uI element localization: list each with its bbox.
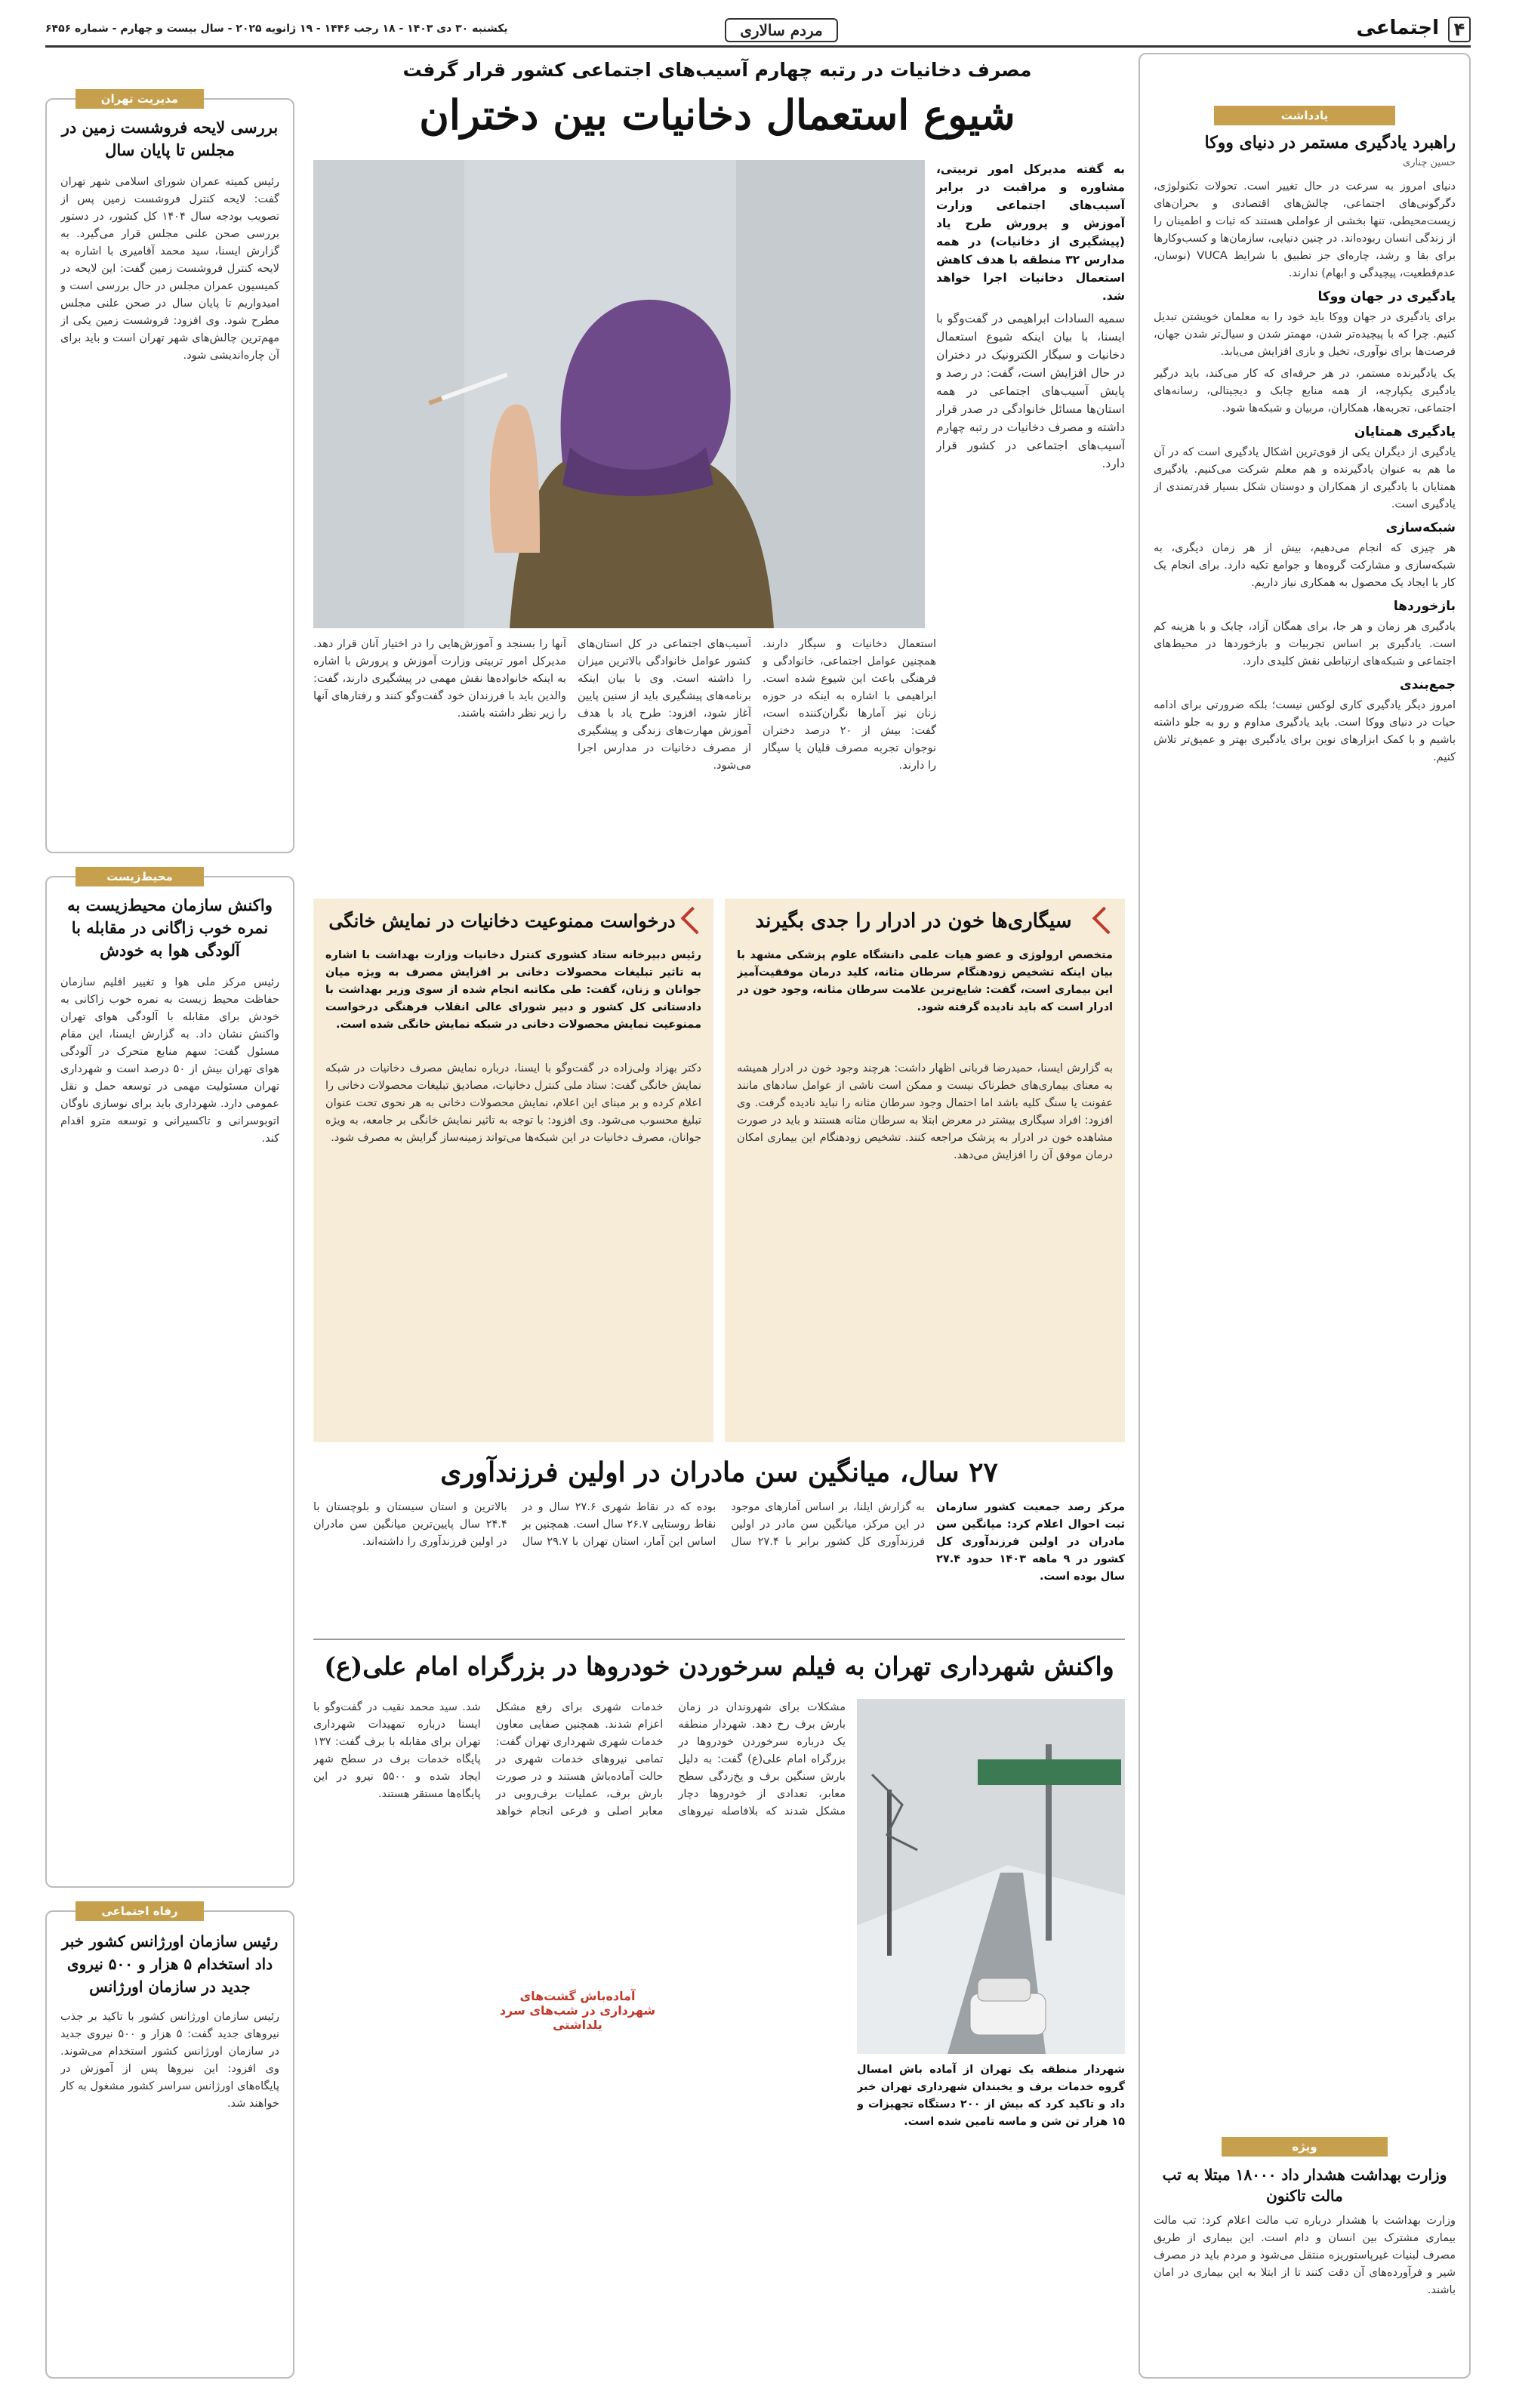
land-subsidence-title: بررسی لایحه فروشست زمین در مجلس تا پایان سال <box>61 118 279 159</box>
woman-smoking-illustration <box>313 160 925 628</box>
note-subheading: جمع‌بندی <box>1400 677 1456 692</box>
land-subsidence-body: رئیس کمیته عمران شورای اسلامی شهر تهران گفت: لایحه کنترل فروشست زمین پس از تصویب بودجه سال ۱۴۰۴ کل کشور، در دستور بررسی صحن علنی مجلس قرار می‌گیرد. به گزارش ایسنا، سید محمد آقامیری با اشاره به لایحه کنترل فروشست زمین گفت: این لایحه در کمیسیون عمران مجلس در حال بررسی است و امیدواریم تا پایان سال در صحن علنی مجلس مطرح شود. وی افزود: فروشست زمین یکی از مهم‌ترین چالش‌های شهر تهران است و باید برای آن چاره‌اندیشی شود. <box>60 176 279 362</box>
tehran-skid-extra <box>857 2160 1125 2363</box>
main-lead-bold: به گفته مدیرکل امور تربیتی، مشاوره و مراقبت در برابر آسیب‌های اجتماعی وزارت آموزش و پرورش طرح یاد (پیشگیری از دخانیات) در همه مدارس ۳۲ منطقه با هدف کاهش استعمال دخانیات اجرا خواهد شد. <box>936 162 1125 303</box>
malta-fever-box <box>1146 2137 1463 2371</box>
malta-fever-title: وزارت بهداشت هشدار داد ۱۸۰۰۰ مبتلا به تب مالت تاکنون <box>1162 2166 1447 2205</box>
environment-tag: محیط‌زیست <box>75 867 204 886</box>
mothers-age-body: به گزارش ایلنا، بر اساس آمارهای موجود در این مرکز، میانگین سن مادر در اولین فرزندآوری کل کشور برابر با ۲۷.۴ سال بوده که در نقاط شهری ۲۷.۶ سال و در نقاط روستایی ۲۶.۷ سال است. همچنین بر اساس این آمار، استان تهران با ۲۹.۷ سال بالاترین و استان سیستان و بلوچستان با ۲۴.۴ سال پایین‌ترین میانگین سن مادران در اولین فرزندآوری را داشته‌اند. <box>313 1501 925 1548</box>
home-video-ban-box <box>313 899 713 1442</box>
home-video-ban-body: دکتر بهزاد ولی‌زاده در گفت‌وگو با ایسنا، درباره نمایش مصرف دخانیات در شبکه نمایش خانگی گفت: ستاد ملی کنترل دخانیات، مصادیق تبلیغات محصولات دخانی را اعلام کرده و بر مبنای این اعلام، نمایش محصولات دخانی به هر نحوی تحت عنوان تبلیغ محسوب می‌شود. وی افزود: با توجه به تاثیر نمایش خانگی بر جامعه، به ویژه جوانان، مصرف دخانیات در این شبکه‌ها می‌تواند زمینه‌ساز گرایش به مصرف شود. <box>325 1062 701 1144</box>
tehran-skid-subhead: آماده‌باش گشت‌های شهرداری در شب‌های سرد یلداشتی <box>495 1986 661 2035</box>
main-col-d: آنها را بسنجد و آموزش‌هایی را در اختیار آنان قرار دهد. مدیرکل امور تربیتی وزارت آموزش و پرورش با اشاره به اینکه خانواده‌ها نقش مهمی در پیشگیری دارند، گفت: والدین باید با فرزندان خود گفت‌وگو کنند و رفتارهای آنها را زیر نظر داشته باشند. <box>313 638 566 720</box>
main-col-e <box>944 636 1125 885</box>
tehran-tag: مدیریت تهران <box>75 89 204 109</box>
malta-fever-body: وزارت بهداشت با هشدار درباره تب مالت اعلام کرد: تب مالت بیماری مشترک بین انسان و دام است. این بیماری از طریق مصرف لبنیات غیرپاستوریزه منتقل می‌شود و مردم باید در مصرف شیر و فرآورده‌های آن دقت کنند تا از ابتلا به این بیماری در امان باشند. <box>1154 2215 1456 2296</box>
environment-body: رئیس مرکز ملی هوا و تغییر اقلیم سازمان حفاظت محیط زیست به نمره خوب زاکانی به خودش برای مقابله با آلودگی هوای تهران واکنش نشان داد. به گزارش ایسنا، این مقام مسئول گفت: سهم منابع متحرک در آلودگی هوای تهران بیش از ۵۰ درصد است و شهرداری تهران مسئولیت مهمی در توسعه حمل و نقل عمومی دارد. شهرداری باید برای نوسازی ناوگان اتوبوسرانی و تاکسیرانی و توسعه مترو اقدام کند. <box>60 976 279 1145</box>
note-paragraph: امروز دیگر یادگیری کاری لوکس نیست؛ بلکه ضرورتی برای ادامه حیات در دنیای ووکا است. باید یادگیری مداوم و رو به جلو داشته باشیم و با کمک ابزارهای نوین برای یادگیری بهتر و عمیق‌تر تلاش کنیم. <box>1154 699 1456 763</box>
note-tag: یادداشت <box>1214 106 1395 125</box>
newspaper-logo: مردم سالاری <box>725 18 838 42</box>
page-number-box: ۴ <box>1448 17 1471 42</box>
cigarette-urine-lead: متخصص ارولوژی و عضو هیات علمی دانشگاه علوم پزشکی مشهد با بیان اینکه تشخیص زودهنگام سرطان مثانه، کلید درمان موفقیت‌آمیز این بیماری است، گفت: شایع‌ترین علامت سرطان مثانه، وجود خون در ادرار است که باید نادیده گرفته شود. <box>737 949 1113 1013</box>
note-author: حسین چناری <box>1403 157 1456 168</box>
main-photo <box>313 160 925 628</box>
emergency-title: رئیس سازمان اورژانس کشور خبر داد استخدام ۵ هزار و ۵۰۰ نیروی جدید در سازمان اورژانس <box>61 1932 279 1996</box>
welfare-tag: رفاه اجتماعی <box>75 1901 204 1921</box>
tehran-skid-lead: شهردار منطقه یک تهران از آماده باش امسال گروه خدمات برف و یخبندان شهرداری تهران خبر داد و تاکید کرد که بیش از ۲۰۰ دستگاه تجهیزات و ۱۵ هزار تن شن و ماسه تامین شده است. <box>857 2064 1125 2128</box>
divider <box>313 1639 1125 1640</box>
note-subheading: یادگیری همتایان <box>1354 424 1456 439</box>
mothers-age-headline: ۲۷ سال، میانگین سن مادران در اولین فرزندآوری <box>440 1457 998 1488</box>
main-paragraph: سمیه السادات ابراهیمی در گفت‌وگو با ایسنا، با بیان اینکه شیوع استعمال دخانیات و سیگار الکترونیک در دختران در حال افزایش است، گفت: در رصد و پایش آسیب‌های اجتماعی در همه استان‌ها مسائل خانوادگی در صدر قرار داشته و مصرف دخانیات در رتبه چهارم آسیب‌های اجتماعی در کشور قرار دارد. <box>936 312 1125 470</box>
snowy-highway-photo <box>857 1699 1125 2054</box>
special-tag: ویژه <box>1222 2137 1388 2157</box>
masthead <box>45 15 1471 45</box>
chevron-decoration-icon <box>681 907 709 935</box>
tehran-skid-body: مشکلات برای شهروندان در زمان بارش برف رخ دهد. شهردار منطقه یک درباره سرخوردن خودروها در بزرگراه امام علی(ع) گفت: به دلیل بارش سنگین برف و یخ‌زدگی سطح معابر، تعدادی از خودروها دچار مشکل شدند که بلافاصله نیروهای خدمات شهری برای رفع مشکل اعزام شدند. همچنین صفایی معاون خدمات شهری شهرداری تهران گفت: تمامی نیروهای خدمات شهری در حالت آماده‌باش هستند و در صورت بارش برف، عملیات برف‌روبی در معابر اصلی و فرعی انجام خواهد شد. سید محمد نقیب در گفت‌وگو با ایسنا درباره تمهیدات شهرداری تهران برای مقابله با برف گفت: ۱۳۷ پایگاه خدمات برف در سطح شهر ایجاد شده و ۵۵۰۰ نیرو در این پایگاه‌ها مستقر هستند. <box>313 1701 846 1818</box>
note-paragraph: دنیای امروز به سرعت در حال تغییر است. تحولات تکنولوژی، دگرگونی‌های اجتماعی، چالش‌های اقتصادی و بحران‌های زیست‌محیطی، تنها بخشی از عواملی هستند که ثبات و اطمینان را از زندگی انسان ربوده‌اند. در چنین دنیایی، سازمان‌ها و کسب‌وکارها برای بقا و رشد، چاره‌ای جز تطبیق با شرایط VUCA (نوسان، عدم‌قطعیت، پیچیدگی و ابهام) ندارند. <box>1154 180 1456 279</box>
note-subheading: شبکه‌سازی <box>1385 520 1456 535</box>
main-lead <box>936 160 1125 628</box>
section-name: اجتماعی <box>1356 17 1439 39</box>
main-kicker: مصرف دخانیات در رتبه چهارم آسیب‌های اجتماعی کشور قرار گرفت <box>402 59 1032 81</box>
note-paragraph: برای یادگیری در جهان ووکا باید خود را به معلمان خویشتن تبدیل کنیم. چرا که با پیچیده‌تر شدن، مهمتر شدن و سیال‌تر شدن جهان، فرصت‌ها برای نوآوری، تخیل و بازی افزایش می‌یابد. <box>1154 311 1456 358</box>
emergency-body: رئیس سازمان اورژانس کشور با تاکید بر جذب نیروهای جدید گفت: ۵ هزار و ۵۰۰ نیروی جدید در سازمان اورژانس کشور استخدام می‌شوند. وی افزود: این نیروها پس از آموزش در پایگاه‌های اورژانس سراسر کشور مشغول به کار خواهند شد. <box>60 2011 279 2110</box>
cigarette-urine-body: به گزارش ایسنا، حمیدرضا قربانی اظهار داشت: هرچند وجود خون در ادرار همیشه به معنای بیماری‌های خطرناک نیست و ممکن است ناشی از عوامل سادهای مانند عفونت یا سنگ کلیه باشد اما احتمال وجود سرطان مثانه را نباید نادیده گرفت. وی افزود: افراد سیگاری بیشتر در معرض ابتلا به سرطان مثانه هستند و باید در صورت مشاهده خون در ادرار به پزشک مراجعه کنند. تشخیص زودهنگام این بیماری امکان درمان موفق آن را افزایش می‌دهد. <box>737 1062 1113 1161</box>
tehran-skid-headline: واکنش شهرداری تهران به فیلم سرخوردن خودروها در بزرگراه امام علی(ع) <box>324 1651 1114 1681</box>
main-headline: شیوع استعمال دخانیات بین دختران <box>419 91 1015 139</box>
cigarette-urine-box <box>725 899 1125 1442</box>
note-body <box>1154 178 1456 1802</box>
chevron-decoration-icon <box>1092 907 1120 935</box>
note-paragraph: یادگیری هر زمان و هر جا، برای همگان آزاد، چابک و با هزینه کم است. یادگیری بر اساس تجربیات و بازخوردها در محیط‌های اجتماعی و شبکه‌های ارتباطی نقش کلیدی دارد. <box>1154 621 1456 668</box>
note-paragraph: یادگیری از دیگران یکی از قوی‌ترین اشکال یادگیری است که در آن ما هم به عنوان یادگیرنده و هم معلم شرکت می‌کنیم. یادگیری همتایان با یادگیری از همکاران و دوستان شکل بسیار قدرتمندی از یادگیری است. <box>1154 446 1456 510</box>
snow-road-illustration <box>857 1699 1125 2054</box>
note-paragraph: یک یادگیرنده مستمر، در هر حرفه‌ای که کار می‌کند، باید درگیر یادگیری یکپارچه، از همه منابع چابک و دیجیتالی، رسانه‌های اجتماعی، تجربه‌ها، همکاران، مربیان و شبکه‌ها شود. <box>1154 368 1456 415</box>
note-subheading: بازخوردها <box>1393 599 1456 614</box>
cigarette-urine-title: سیگاری‌ها خون در ادرار را جدی بگیرند <box>755 910 1072 933</box>
note-subheading: یادگیری در جهان ووکا <box>1317 289 1456 304</box>
main-col-b: استعمال دخانیات و سیگار دارند. همچنین عوامل اجتماعی، خانوادگی و فرهنگی باعث این شیوع شده است. ابراهیمی با اشاره به اینکه در حوزه زنان نیز آمارها نگران‌کننده است، گفت: بیش از ۲۰ درصد دختران نوجوان تجربه مصرف قلیان یا سیگار را دارند. <box>763 638 936 772</box>
note-title: راهبرد یادگیری مستمر در دنیای ووکا <box>1204 133 1456 153</box>
main-col-c: آسیب‌های اجتماعی در کل استان‌های کشور عوامل خانوادگی بالاترین میزان را داشته است. وی با بیان اینکه برنامه‌های پیشگیری باید از سنین پایین آغاز شود، افزود: طرح یاد با هدف آموزش مهارت‌های زندگی و پیشگیری از مصرف دخانیات در مدارس اجرا می‌شود. <box>578 638 751 772</box>
dateline: یکشنبه ۳۰ دی ۱۴۰۳ - ۱۸ رجب ۱۴۴۶ - ۱۹ ژانویه ۲۰۲۵ - سال بیست و چهارم - شماره ۶۴۵۶ <box>45 23 508 35</box>
home-video-ban-title: درخواست ممنوعیت دخانیات در نمایش خانگی <box>328 910 676 932</box>
home-video-ban-lead: رئیس دبیرخانه ستاد کشوری کنترل دخانیات وزارت بهداشت با اشاره به تاثیر تبلیغات محصولات دخانی بر افزایش مصرف به ویژه میان جوانان و زنان، گفت: طی مکاتبه انجام شده از سوی وزیر بهداشت با دادستانی کل کشور و دبیر شورای عالی انقلاب فرهنگی درخواست ممنوعیت نمایش محصولات دخانی در شبکه نمایش خانگی شده است. <box>325 949 701 1031</box>
note-paragraph: هر چیزی که انجام می‌دهیم، بیش از هر زمان دیگری، به شبکه‌سازی و مشارکت گروه‌ها و جوامع تکیه دارد. برای انجام یک کار یا ایجاد یک محصول به همکاری نیاز داریم. <box>1154 542 1456 589</box>
mothers-age-lead: مرکز رصد جمعیت کشور سازمان ثبت احوال اعلام کرد: میانگین سن مادران در اولین فرزندآوری کل کشور در ۹ ماهه ۱۴۰۳ حدود ۲۷.۴ سال بوده است. <box>936 1501 1125 1583</box>
environment-title: واکنش سازمان محیط‌زیست به نمره خوب زاگانی در مقابله با آلودگی هوا به خودش <box>67 896 273 960</box>
header-rule <box>45 45 1471 48</box>
